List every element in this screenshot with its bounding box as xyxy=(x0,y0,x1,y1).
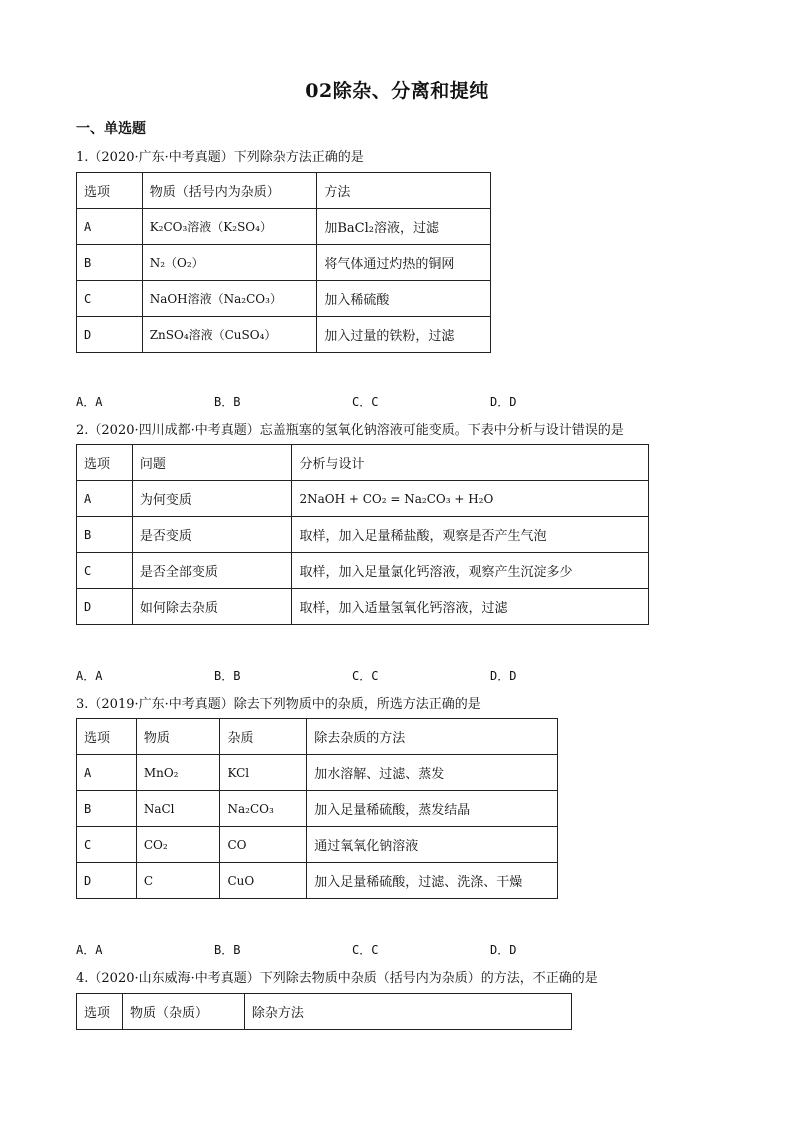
method-cell: 加入足量稀硫酸，过滤、洗涤、干燥 xyxy=(307,863,558,899)
analysis-cell: 取样，加入适量氢氧化钙溶液，过滤 xyxy=(292,589,649,625)
header-cell: 选项 xyxy=(77,719,137,755)
table-header-row xyxy=(77,445,649,481)
question-1-stem: 1.（2020·广东·中考真题）下列除杂方法正确的是 xyxy=(76,150,364,165)
question-cell: 如何除去杂质 xyxy=(132,589,292,625)
answer-option-d[interactable]: D．D xyxy=(490,395,517,409)
header-cell: 选项 xyxy=(77,994,123,1030)
answer-option-b[interactable]: B．B xyxy=(214,669,241,683)
option-cell: C xyxy=(77,827,137,863)
question-cell: 为何变质 xyxy=(132,481,292,517)
table-row xyxy=(77,281,491,317)
substance-cell: NaOH溶液（Na₂CO₃） xyxy=(142,281,317,317)
option-cell: B xyxy=(77,245,143,281)
header-cell: 选项 xyxy=(77,173,143,209)
header-cell: 问题 xyxy=(132,445,292,481)
substance-cell: ZnSO₄溶液（CuSO₄） xyxy=(142,317,317,353)
header-cell: 选项 xyxy=(77,445,133,481)
substance-cell: C xyxy=(136,863,220,899)
analysis-cell: 取样，加入足量氯化钙溶液，观察产生沉淀多少 xyxy=(292,553,649,589)
question-2-table xyxy=(76,444,649,625)
table-row xyxy=(77,517,649,553)
answer-option-d[interactable]: D．D xyxy=(490,669,517,683)
option-cell: B xyxy=(77,517,133,553)
table-row xyxy=(77,755,558,791)
analysis-cell: 2NaOH + CO₂ = Na₂CO₃ + H₂O xyxy=(292,481,649,517)
header-cell: 物质（括号内为杂质） xyxy=(142,173,317,209)
header-cell: 除杂方法 xyxy=(244,994,571,1030)
question-1-options xyxy=(76,393,628,410)
answer-option-d[interactable]: D．D xyxy=(490,943,517,957)
method-cell: 加入稀硫酸 xyxy=(317,281,491,317)
table-row xyxy=(77,553,649,589)
substance-cell: MnO₂ xyxy=(136,755,220,791)
question-cell: 是否变质 xyxy=(132,517,292,553)
question-4-stem: 4.（2020·山东威海·中考真题）下列除去物质中杂质（括号内为杂质）的方法，不正确的是 xyxy=(76,971,598,986)
question-2-stem: 2.（2020·四川成都·中考真题）忘盖瓶塞的氢氧化钠溶液可能变质。下表中分析与设计错误的是 xyxy=(76,423,624,438)
header-cell: 分析与设计 xyxy=(292,445,649,481)
table-header-row xyxy=(77,719,558,755)
document-title: 02除杂、分离和提纯 xyxy=(305,80,489,102)
table-row xyxy=(77,209,491,245)
method-cell: 将气体通过灼热的铜网 xyxy=(317,245,491,281)
question-3-options xyxy=(76,941,628,958)
option-cell: A xyxy=(77,481,133,517)
impurity-cell: CuO xyxy=(220,863,307,899)
option-cell: D xyxy=(77,317,143,353)
impurity-cell: CO xyxy=(220,827,307,863)
question-cell: 是否全部变质 xyxy=(132,553,292,589)
option-cell: C xyxy=(77,281,143,317)
substance-cell: N₂（O₂） xyxy=(142,245,317,281)
question-2-options xyxy=(76,667,628,684)
header-cell: 物质 xyxy=(136,719,220,755)
question-1-table xyxy=(76,172,491,353)
option-cell: D xyxy=(77,589,133,625)
table-row xyxy=(77,827,558,863)
answer-option-c[interactable]: C．C xyxy=(352,669,379,683)
answer-option-a[interactable]: A．A xyxy=(76,395,103,409)
answer-option-b[interactable]: B．B xyxy=(214,395,241,409)
option-cell: C xyxy=(77,553,133,589)
analysis-cell: 取样，加入足量稀盐酸，观察是否产生气泡 xyxy=(292,517,649,553)
answer-option-b[interactable]: B．B xyxy=(214,943,241,957)
method-cell: 加水溶解、过滤、蒸发 xyxy=(307,755,558,791)
substance-cell: CO₂ xyxy=(136,827,220,863)
substance-cell: NaCl xyxy=(136,791,220,827)
table-row xyxy=(77,317,491,353)
answer-option-c[interactable]: C．C xyxy=(352,943,379,957)
method-cell: 加入足量稀硫酸，蒸发结晶 xyxy=(307,791,558,827)
method-cell: 通过氧氧化钠溶液 xyxy=(307,827,558,863)
table-row xyxy=(77,589,649,625)
question-3-stem: 3.（2019·广东·中考真题）除去下列物质中的杂质，所选方法正确的是 xyxy=(76,697,481,712)
impurity-cell: Na₂CO₃ xyxy=(220,791,307,827)
answer-option-c[interactable]: C．C xyxy=(352,395,379,409)
method-cell: 加BaCl₂溶液，过滤 xyxy=(317,209,491,245)
table-row xyxy=(77,791,558,827)
question-3-table xyxy=(76,718,558,899)
header-cell: 除去杂质的方法 xyxy=(307,719,558,755)
option-cell: B xyxy=(77,791,137,827)
header-cell: 方法 xyxy=(317,173,491,209)
table-header-row xyxy=(77,173,491,209)
option-cell: A xyxy=(77,755,137,791)
answer-option-a[interactable]: A．A xyxy=(76,669,103,683)
option-cell: D xyxy=(77,863,137,899)
substance-cell: K₂CO₃溶液（K₂SO₄） xyxy=(142,209,317,245)
section-heading: 一、单选题 xyxy=(76,121,146,137)
method-cell: 加入过量的铁粉，过滤 xyxy=(317,317,491,353)
impurity-cell: KCl xyxy=(220,755,307,791)
header-cell: 物质（杂质） xyxy=(122,994,244,1030)
table-row xyxy=(77,245,491,281)
table-header-row xyxy=(77,994,572,1030)
header-cell: 杂质 xyxy=(220,719,307,755)
option-cell: A xyxy=(77,209,143,245)
answer-option-a[interactable]: A．A xyxy=(76,943,103,957)
table-row xyxy=(77,863,558,899)
table-row xyxy=(77,481,649,517)
question-4-table xyxy=(76,993,572,1030)
